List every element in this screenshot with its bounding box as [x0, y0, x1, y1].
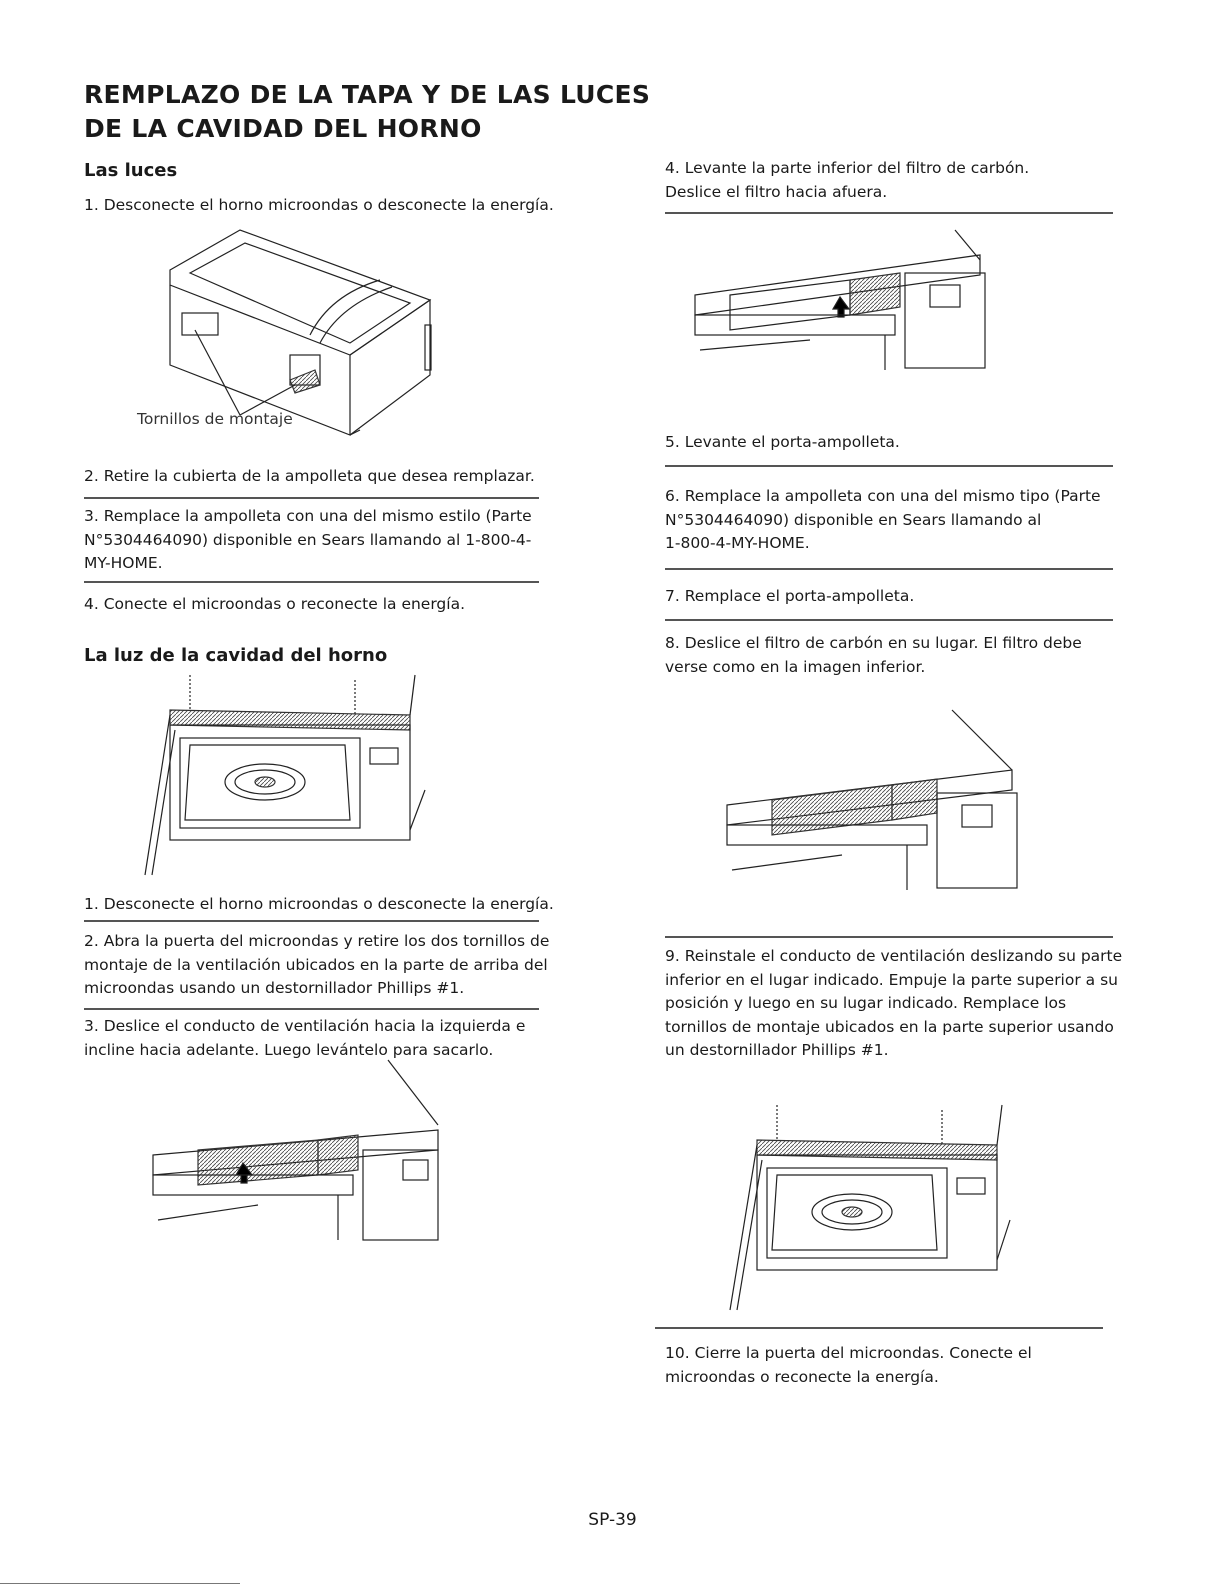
divider: [84, 920, 539, 922]
cavity-step-2-line: montaje de la ventilación ubicados en la parte de arriba del: [84, 955, 548, 974]
right-step-9-line: 9. Reinstale el conducto de ventilación deslizando su parte: [665, 947, 1123, 965]
carbon-filter-removal-illustration: [690, 225, 990, 375]
cavity-step-2: [84, 930, 549, 1001]
page-title: [84, 78, 650, 146]
bottom-edge-line: [0, 1583, 240, 1584]
right-step-9-line: posición y luego en su lugar indicado. Remplace los: [665, 994, 1067, 1012]
divider: [84, 581, 539, 583]
lights-step-2: 2. Retire la cubierta de la ampolleta que desea remplazar.: [84, 467, 535, 485]
right-step-5: 5. Levante el porta-ampolleta.: [665, 433, 900, 451]
lights-step-3-line: MY-HOME.: [84, 554, 163, 572]
right-step-6-line: 1-800-4-MY-HOME.: [665, 534, 810, 552]
page-number: SP-39: [588, 1510, 637, 1530]
divider: [84, 497, 539, 499]
carbon-filter-installed-illustration: [722, 705, 1022, 890]
right-step-4-line: 4. Levante la parte inferior del filtro de carbón.: [665, 159, 1030, 177]
cavity-step-1: 1. Desconecte el horno microondas o desconecte la energía.: [84, 895, 554, 913]
cavity-step-3-line: incline hacia adelante. Luego levántelo para sacarlo.: [84, 1040, 494, 1059]
title-line-2: DE LA CAVIDAD DEL HORNO: [84, 114, 482, 143]
right-step-9: [665, 945, 1122, 1063]
vent-removal-illustration: [148, 1055, 448, 1240]
right-step-9-line: inferior en el lugar indicado. Empuje la parte superior a su: [665, 970, 1118, 989]
cavity-step-2-line: microondas usando un destornillador Phillips #1.: [84, 979, 465, 997]
oven-reinstall-illustration: [722, 1100, 1012, 1315]
right-step-8-line: 8. Deslice el filtro de carbón en su lugar. El filtro debe: [665, 634, 1082, 652]
right-step-7: 7. Remplace el porta-ampolleta.: [665, 587, 915, 605]
right-step-6: [665, 485, 1101, 556]
cavity-step-2-line: 2. Abra la puerta del microondas y retire los dos tornillos de: [84, 932, 550, 950]
divider: [665, 465, 1113, 467]
lights-step-4: 4. Conecte el microondas o reconecte la energía.: [84, 595, 466, 613]
mounting-screws-callout: Tornillos de montaje: [137, 410, 293, 428]
right-step-10-line: microondas o reconecte la energía.: [665, 1367, 939, 1386]
right-step-4: [665, 157, 1029, 204]
lights-step-3: [84, 505, 532, 576]
right-step-8-line: verse como en la imagen inferior.: [665, 657, 926, 676]
right-step-10-line: 10. Cierre la puerta del microondas. Conecte el: [665, 1344, 1032, 1362]
right-step-6-line: N°5304464090) disponible en Sears llamando al: [665, 510, 1042, 529]
lights-step-3-line: N°5304464090) disponible en Sears llamando al 1-800-4-: [84, 530, 532, 549]
oven-open-door-illustration: [140, 670, 430, 885]
lights-step-3-line: 3. Remplace la ampolleta con una del mismo estilo (Parte: [84, 507, 532, 525]
right-step-9-line: un destornillador Phillips #1.: [665, 1041, 889, 1059]
divider: [665, 619, 1113, 621]
title-line-1: REMPLAZO DE LA TAPA Y DE LAS LUCES: [84, 80, 651, 109]
heading-cavity-light: La luz de la cavidad del horno: [84, 645, 388, 666]
divider: [655, 1327, 1103, 1329]
right-step-6-line: 6. Remplace la ampolleta con una del mismo tipo (Parte: [665, 487, 1101, 505]
right-step-9-line: tornillos de montaje ubicados en la parte superior usando: [665, 1017, 1114, 1036]
divider: [84, 1008, 539, 1010]
heading-lights: Las luces: [84, 160, 178, 181]
cavity-step-3-line: 3. Deslice el conducto de ventilación hacia la izquierda e: [84, 1017, 526, 1035]
right-step-8: [665, 632, 1082, 679]
lights-step-1: 1. Desconecte el horno microondas o desconecte la energía.: [84, 196, 554, 214]
right-step-4-line: Deslice el filtro hacia afuera.: [665, 182, 888, 201]
divider: [665, 936, 1113, 938]
divider: [665, 568, 1113, 570]
divider: [665, 212, 1113, 214]
right-step-10: [665, 1342, 1032, 1389]
